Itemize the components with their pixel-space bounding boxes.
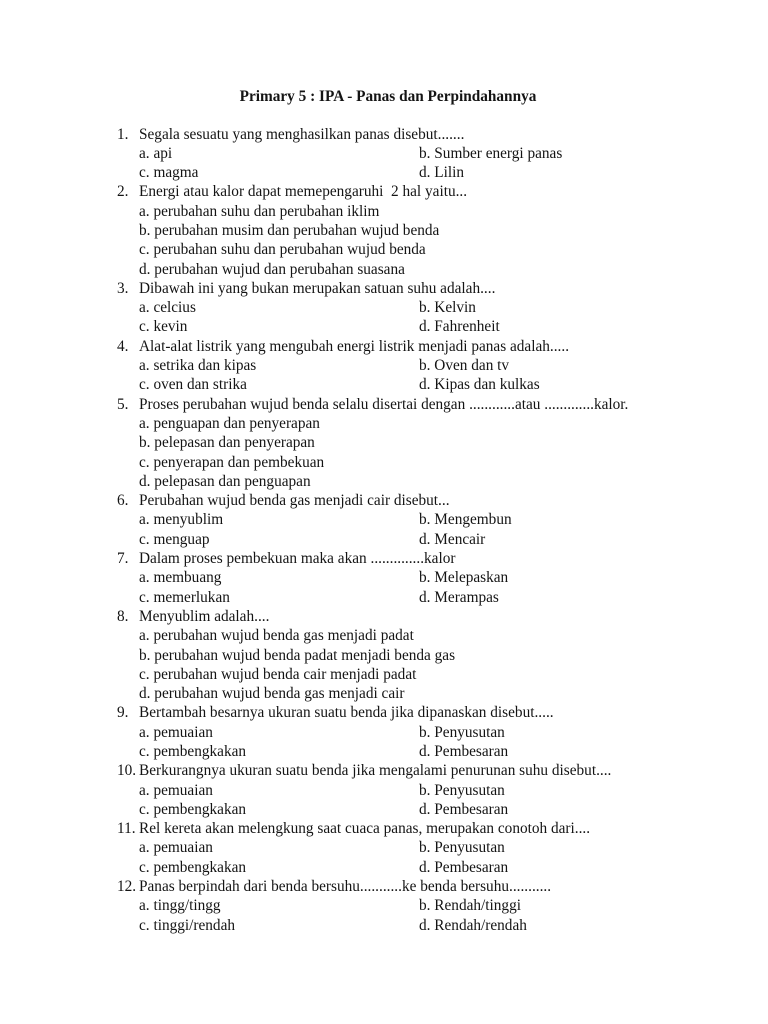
option-row bbox=[0, 433, 768, 452]
answer-option: d. perubahan wujud benda gas menjadi cair bbox=[139, 685, 405, 703]
answer-option: c. menguap bbox=[139, 530, 210, 548]
option-row bbox=[0, 260, 768, 279]
option-row bbox=[0, 858, 768, 877]
page-title: Primary 5 : IPA - Panas dan Perpindahannya bbox=[239, 88, 537, 105]
answer-option: c. pembengkakan bbox=[139, 858, 247, 876]
question-item bbox=[0, 395, 768, 491]
question-text: Panas berpindah dari benda bersuhu...........ke benda bersuhu........... bbox=[139, 878, 552, 896]
question-item bbox=[0, 125, 768, 183]
question-text: Perubahan wujud benda gas menjadi cair disebut... bbox=[139, 492, 450, 510]
answer-option: a. perubahan wujud benda gas menjadi padat bbox=[139, 627, 414, 645]
answer-option: d. Pembesaran bbox=[419, 858, 509, 876]
answer-option: d. Pembesaran bbox=[419, 743, 509, 760]
question-number: 3. bbox=[117, 279, 129, 297]
answer-option: c. memerlukan bbox=[139, 588, 230, 606]
answer-option: d. Pembesaran bbox=[419, 800, 509, 818]
answer-option: a. menyublim bbox=[139, 511, 224, 529]
question-line bbox=[0, 182, 768, 201]
question-item bbox=[0, 491, 768, 549]
option-row bbox=[0, 298, 768, 317]
answer-option: a. perubahan suhu dan perubahan iklim bbox=[139, 202, 380, 220]
question-number: 9. bbox=[117, 704, 129, 722]
question-text: Dalam proses pembekuan maka akan ..............kalor bbox=[139, 550, 456, 568]
question-line bbox=[0, 549, 768, 568]
question-line bbox=[0, 491, 768, 510]
answer-option: a. penguapan dan penyerapan bbox=[139, 414, 320, 432]
answer-option: a. pemuaian bbox=[139, 781, 213, 799]
answer-option: b. Penyusutan bbox=[419, 781, 505, 799]
option-row bbox=[0, 626, 768, 645]
question-number: 8. bbox=[117, 607, 129, 625]
option-row bbox=[0, 588, 768, 607]
option-row bbox=[0, 723, 768, 742]
answer-option: b. Penyusutan bbox=[419, 723, 505, 741]
answer-option: d. perubahan wujud dan perubahan suasana bbox=[139, 260, 405, 278]
answer-option: a. setrika dan kipas bbox=[139, 357, 257, 375]
answer-option: c. perubahan suhu dan perubahan wujud benda bbox=[139, 241, 426, 259]
question-item bbox=[0, 761, 768, 819]
option-row bbox=[0, 530, 768, 549]
question-list bbox=[0, 125, 768, 935]
answer-option: d. Kipas dan kulkas bbox=[419, 376, 540, 394]
answer-option: c. pembengkakan bbox=[139, 743, 247, 760]
answer-option: c. perubahan wujud benda cair menjadi padat bbox=[139, 665, 417, 683]
question-text: Berkurangnya ukuran suatu benda jika mengalami penurunan suhu disebut.... bbox=[139, 762, 612, 780]
question-line bbox=[0, 337, 768, 356]
question-line bbox=[0, 125, 768, 144]
question-text: Bertambah besarnya ukuran suatu benda jika dipanaskan disebut..... bbox=[139, 704, 554, 722]
answer-option: c. magma bbox=[139, 164, 199, 182]
answer-option: b. Melepaskan bbox=[419, 569, 509, 587]
answer-option: b. pelepasan dan penyerapan bbox=[139, 434, 315, 452]
question-item bbox=[0, 337, 768, 395]
question-line bbox=[0, 761, 768, 780]
option-row bbox=[0, 356, 768, 375]
answer-option: a. tingg/tingg bbox=[139, 897, 221, 915]
answer-option: c. tinggi/rendah bbox=[139, 916, 236, 934]
question-text: Menyublim adalah.... bbox=[139, 607, 270, 625]
answer-option: d. Rendah/rendah bbox=[419, 916, 527, 934]
question-text: Proses perubahan wujud benda selalu disertai dengan ............atau .............kalor. bbox=[139, 395, 629, 413]
question-item bbox=[0, 549, 768, 607]
question-number: 12. bbox=[117, 878, 137, 896]
option-row bbox=[0, 838, 768, 857]
answer-option: d. pelepasan dan penguapan bbox=[139, 472, 311, 490]
option-row bbox=[0, 472, 768, 491]
option-row bbox=[0, 202, 768, 221]
option-row bbox=[0, 144, 768, 163]
option-row bbox=[0, 916, 768, 935]
question-text: Segala sesuatu yang menghasilkan panas disebut....... bbox=[139, 125, 465, 143]
option-row bbox=[0, 221, 768, 240]
option-row bbox=[0, 781, 768, 800]
option-row bbox=[0, 568, 768, 587]
question-line bbox=[0, 607, 768, 626]
question-line bbox=[0, 703, 768, 722]
option-row bbox=[0, 414, 768, 433]
question-number: 6. bbox=[117, 492, 129, 510]
answer-option: b. Mengembun bbox=[419, 511, 512, 529]
option-row bbox=[0, 646, 768, 665]
answer-option: b. Rendah/tinggi bbox=[419, 897, 521, 915]
answer-option: b. Penyusutan bbox=[419, 839, 505, 857]
question-text: Dibawah ini yang bukan merupakan satuan suhu adalah.... bbox=[139, 279, 496, 297]
option-row bbox=[0, 453, 768, 472]
answer-option: a. pemuaian bbox=[139, 723, 213, 741]
question-text: Rel kereta akan melengkung saat cuaca panas, merupakan conotoh dari.... bbox=[139, 820, 591, 838]
answer-option: b. perubahan wujud benda padat menjadi benda gas bbox=[139, 646, 456, 664]
question-item bbox=[0, 819, 768, 877]
answer-option: c. pembengkakan bbox=[139, 800, 247, 818]
question-number: 2. bbox=[117, 183, 129, 201]
answer-option: c. penyerapan dan pembekuan bbox=[139, 453, 325, 471]
question-number: 11. bbox=[117, 820, 136, 838]
option-row bbox=[0, 510, 768, 529]
option-row bbox=[0, 896, 768, 915]
question-number: 7. bbox=[117, 550, 129, 568]
question-line bbox=[0, 395, 768, 414]
question-line bbox=[0, 279, 768, 298]
question-item bbox=[0, 182, 768, 278]
option-row bbox=[0, 800, 768, 819]
question-item bbox=[0, 877, 768, 935]
option-row bbox=[0, 317, 768, 336]
answer-option: b. perubahan musim dan perubahan wujud benda bbox=[139, 221, 440, 239]
option-row bbox=[0, 684, 768, 703]
answer-option: d. Merampas bbox=[419, 588, 499, 606]
answer-option: d. Fahrenheit bbox=[419, 318, 500, 336]
answer-option: b. Sumber energi panas bbox=[419, 144, 563, 162]
answer-option: d. Lilin bbox=[419, 164, 465, 182]
question-number: 5. bbox=[117, 395, 129, 413]
question-text: Energi atau kalor dapat memepengaruhi 2 hal yaitu... bbox=[139, 183, 468, 201]
question-number: 4. bbox=[117, 337, 129, 355]
answer-option: b. Kelvin bbox=[419, 299, 476, 317]
question-item bbox=[0, 607, 768, 703]
answer-option: c. oven dan strika bbox=[139, 376, 247, 394]
question-item bbox=[0, 703, 768, 761]
question-text: Alat-alat listrik yang mengubah energi listrik menjadi panas adalah..... bbox=[139, 337, 570, 355]
question-line bbox=[0, 877, 768, 896]
option-row bbox=[0, 163, 768, 182]
answer-option: a. membuang bbox=[139, 569, 222, 587]
question-number: 1. bbox=[117, 125, 129, 143]
answer-option: b. Oven dan tv bbox=[419, 357, 510, 375]
question-number: 10. bbox=[117, 762, 137, 780]
option-row bbox=[0, 375, 768, 394]
answer-option: a. api bbox=[139, 144, 173, 162]
answer-option: d. Mencair bbox=[419, 530, 486, 548]
option-row bbox=[0, 665, 768, 684]
option-row bbox=[0, 742, 768, 761]
answer-option: c. kevin bbox=[139, 318, 188, 336]
question-item bbox=[0, 279, 768, 337]
answer-option: a. celcius bbox=[139, 299, 196, 317]
question-line bbox=[0, 819, 768, 838]
option-row bbox=[0, 240, 768, 259]
answer-option: a. pemuaian bbox=[139, 839, 213, 857]
